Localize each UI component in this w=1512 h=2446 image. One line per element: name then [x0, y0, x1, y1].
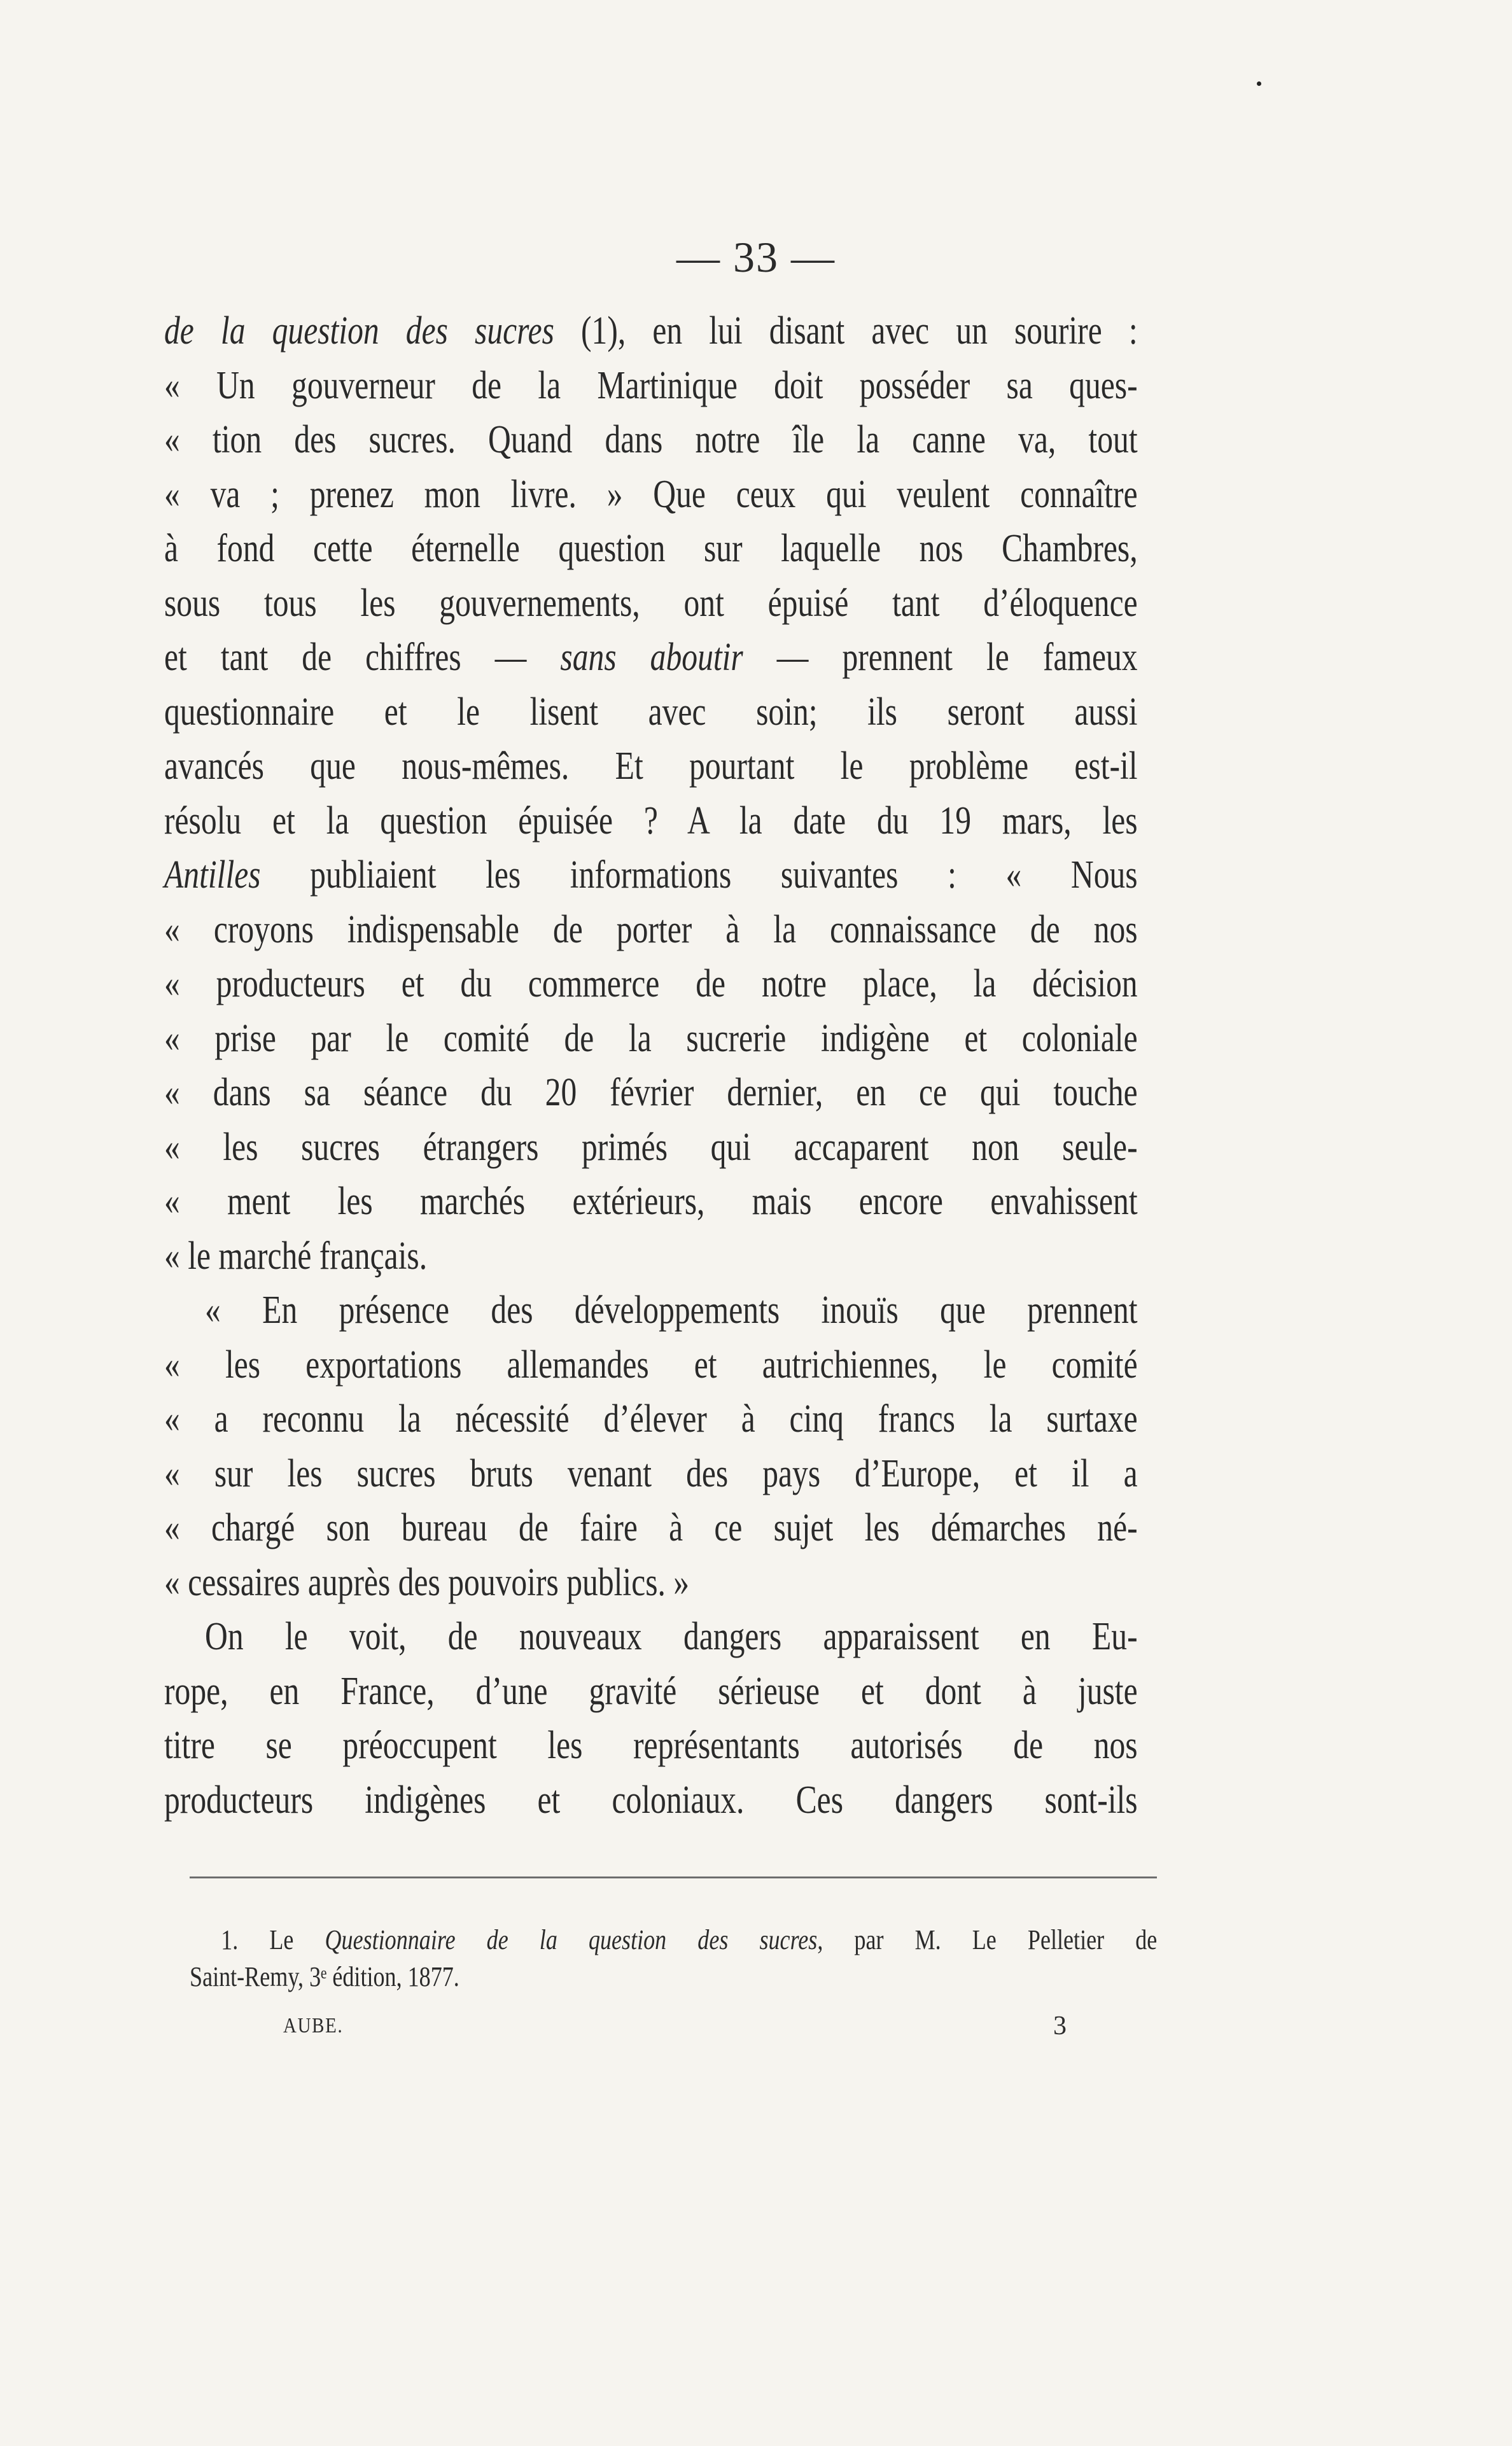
text-line: [164, 1447, 1138, 1502]
text-segment: producteurs indigènes et coloniaux. Ces dangers sont-ils: [164, 1778, 1138, 1822]
text-segment: (1), en lui disant avec un sourire :: [554, 309, 1138, 353]
text-line: [164, 631, 1138, 685]
text-segment: « les exportations allemandes et autrichiennes, le comité: [164, 1343, 1138, 1387]
sheet-number: 3: [1053, 2011, 1067, 2041]
text-segment: et tant de chiffres —: [164, 636, 561, 679]
italic-text: Questionnaire de la question des sucres: [325, 1924, 818, 1955]
footnote: [190, 1922, 1157, 1995]
italic-text: Antilles: [164, 853, 261, 897]
text-segment: « sur les sucres bruts venant des pays d’Europe, et il a: [164, 1451, 1138, 1495]
text-line: [164, 848, 1138, 903]
text-line: [164, 1392, 1138, 1447]
text-segment: à fond cette éternelle question sur laquelle nos Chambres,: [164, 527, 1138, 570]
text-line: [164, 1229, 1138, 1284]
text-segment: titre se préoccupent les représentants autorisés de nos: [164, 1724, 1138, 1767]
text-segment: — prennent le fameux: [743, 636, 1138, 679]
text-segment: sous tous les gouvernements, ont épuisé tant d’éloquence: [164, 581, 1138, 625]
text-line: [164, 1066, 1138, 1121]
text-line: [164, 1556, 1138, 1611]
text-line: [164, 1610, 1138, 1665]
text-segment: « ment les marchés extérieurs, mais encore envahissent: [164, 1180, 1138, 1223]
text-line: [164, 1338, 1138, 1393]
text-line: [164, 1501, 1138, 1556]
page-number-header: — 33 —: [676, 233, 836, 281]
footnote-line: Saint-Remy, 3ᵉ édition, 1877.: [190, 1961, 459, 1992]
paper-speck: [1257, 81, 1261, 86]
text-line: [164, 522, 1138, 577]
text-segment: questionnaire et le lisent avec soin; ils seront aussi: [164, 690, 1138, 734]
text-line: [164, 1283, 1138, 1338]
italic-text: sans aboutir: [560, 636, 743, 679]
text-segment: « les sucres étrangers primés qui accaparent non seule-: [164, 1125, 1138, 1169]
text-line: [164, 1773, 1138, 1828]
text-segment: « producteurs et du commerce de notre place, la décision: [164, 962, 1138, 1005]
text-line: [164, 1121, 1138, 1175]
text-line: [164, 413, 1138, 468]
printer-signature: AUBE.: [283, 2014, 344, 2037]
text-segment: « cessaires auprès des pouvoirs publics. »: [164, 1560, 690, 1604]
text-segment: On le voit, de nouveaux dangers apparaissent en Eu-: [205, 1615, 1138, 1658]
text-line: [164, 577, 1138, 631]
text-line: [164, 1175, 1138, 1229]
text-line: [164, 957, 1138, 1012]
text-segment: 1. Le: [221, 1924, 325, 1955]
text-segment: rope, en France, d’une gravité sérieuse et dont à juste: [164, 1669, 1138, 1713]
text-line: [164, 359, 1138, 414]
text-line: [164, 685, 1138, 740]
text-line: [164, 304, 1138, 359]
text-segment: publiaient les informations suivantes : « Nous: [260, 853, 1138, 897]
text-segment: « En présence des développements inouïs que prennent: [205, 1289, 1138, 1332]
text-line: [164, 468, 1138, 522]
text-segment: avancés que nous-mêmes. Et pourtant le problème est-il: [164, 744, 1138, 788]
text-segment: résolu et la question épuisée ? A la date du 19 mars, les: [164, 799, 1138, 842]
text-segment: « dans sa séance du 20 février dernier, en ce qui touche: [164, 1071, 1138, 1114]
text-line: [164, 1012, 1138, 1066]
text-segment: « prise par le comité de la sucrerie indigène et coloniale: [164, 1016, 1138, 1060]
body-text: [164, 304, 1138, 1828]
text-segment: « chargé son bureau de faire à ce sujet les démarches né-: [164, 1506, 1138, 1549]
footnote-line: [190, 1922, 1157, 1959]
text-line: [164, 1665, 1138, 1719]
text-segment: « a reconnu la nécessité d’élever à cinq francs la surtaxe: [164, 1397, 1138, 1441]
text-line: [164, 794, 1138, 849]
text-segment: « va ; prenez mon livre. » Que ceux qui veulent connaître: [164, 472, 1138, 516]
footnote-divider: [190, 1876, 1157, 1878]
text-line: [164, 739, 1138, 794]
text-segment: « tion des sucres. Quand dans notre île la canne va, tout: [164, 418, 1138, 461]
text-line: [164, 903, 1138, 958]
text-segment: « croyons indispensable de porter à la connaissance de nos: [164, 907, 1138, 951]
text-segment: « le marché français.: [164, 1234, 428, 1278]
text-segment: « Un gouverneur de la Martinique doit posséder sa ques-: [164, 363, 1138, 407]
italic-text: de la question des sucres: [164, 309, 554, 353]
text-segment: , par M. Le Pelletier de: [817, 1924, 1158, 1955]
text-line: [164, 1719, 1138, 1773]
